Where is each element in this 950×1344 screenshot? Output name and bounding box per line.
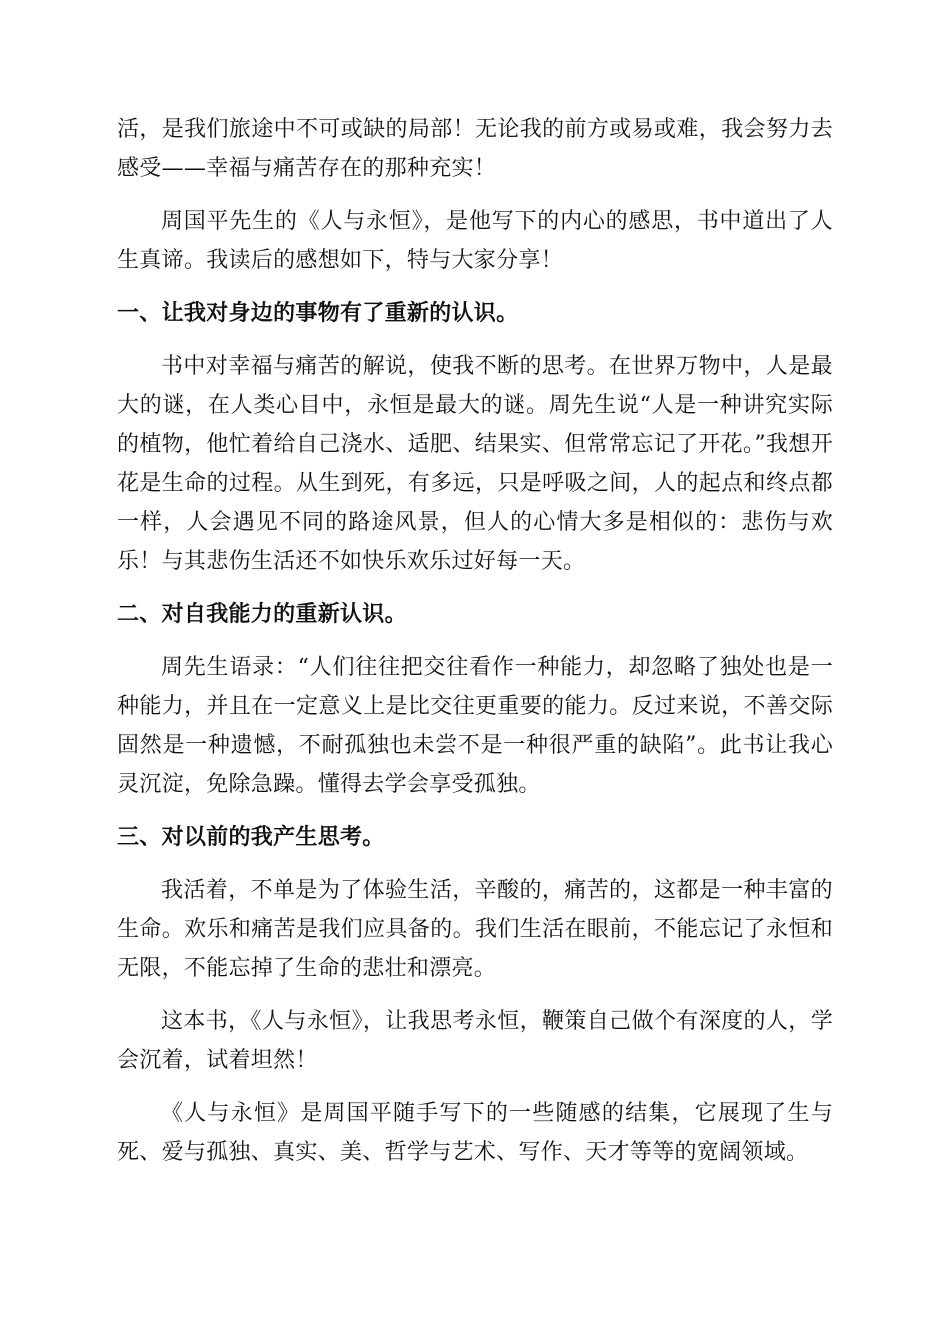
paragraph-7: 《人与永恒》是周国平随手写下的一些随感的结集，它展现了生与死、爱与孤独、真实、美、哲学与艺术、写作、天才等等的宽阔领域。 xyxy=(117,1101,833,1165)
paragraph-1: 活，是我们旅途中不可或缺的局部！无论我的前方或易或难，我会努力去感受——幸福与痛苦存在的那种充实！ xyxy=(117,117,833,181)
paragraph-2: 周国平先生的《人与永恒》，是他写下的内心的感思，书中道出了人生真谛。我读后的感想如下，特与大家分享！ xyxy=(117,209,833,273)
section-heading-1: 一、让我对身边的事物有了重新的认识。 xyxy=(117,301,519,326)
document-page xyxy=(117,110,833,1172)
paragraph-4: 周先生语录：“人们往往把交往看作一种能力，却忽略了独处也是一种能力，并且在一定意义上是比交往更重要的能力。反过来说，不善交际固然是一种遗憾，不耐孤独也未尝不是一种很严重的缺陷”。此书让我心灵沉淀，免除急躁。懂得去学会享受孤独。 xyxy=(117,655,833,797)
paragraph-3: 书中对幸福与痛苦的解说，使我不断的思考。在世界万物中，人是最大的谜，在人类心目中，永恒是最大的谜。周先生说“人是一种讲究实际的植物，他忙着给自己浇水、适肥、结果实、但常常忘记了开花。”我想开花是生命的过程。从生到死，有多远，只是呼吸之间，人的起点和终点都一样，人会遇见不同的路途风景，但人的心情大多是相似的：悲伤与欢乐！与其悲伤生活还不如快乐欢乐过好每一天。 xyxy=(117,354,833,574)
paragraph-6: 这本书，《人与永恒》，让我思考永恒，鞭策自己做个有深度的人，学会沉着，试着坦然！ xyxy=(117,1009,833,1073)
section-heading-3: 三、对以前的我产生思考。 xyxy=(117,825,385,850)
section-heading-2: 二、对自我能力的重新认识。 xyxy=(117,602,407,627)
paragraph-5: 我活着，不单是为了体验生活，辛酸的，痛苦的，这都是一种丰富的生命。欢乐和痛苦是我们应具备的。我们生活在眼前，不能忘记了永恒和无限，不能忘掉了生命的悲壮和漂亮。 xyxy=(117,878,833,981)
